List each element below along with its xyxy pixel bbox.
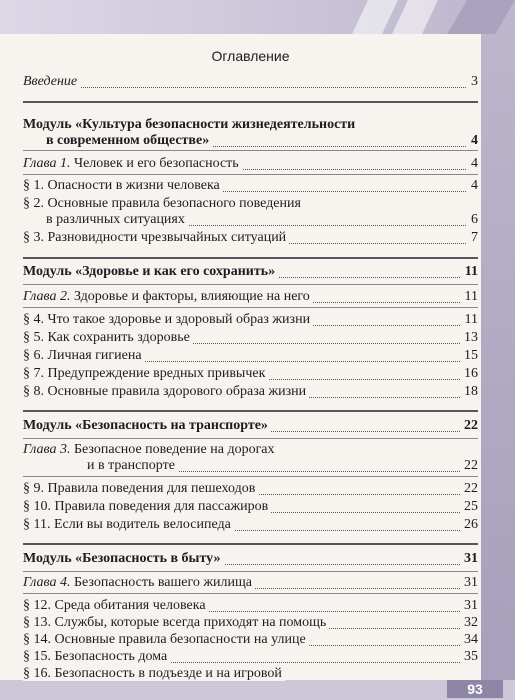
chapter-page: 4: [467, 156, 478, 172]
divider: [23, 257, 478, 259]
divider: [23, 174, 478, 175]
toc-module-2[interactable]: Модуль «Здоровье и как его сохранить» 11: [23, 264, 478, 279]
toc-chapter-1[interactable]: [23, 156, 478, 172]
entry-page: 3: [467, 74, 478, 90]
module-title-line1: Модуль «Культура безопасности жизнедеятельности: [23, 117, 358, 132]
divider: [23, 543, 478, 545]
divider: [23, 438, 478, 439]
toc-section-11[interactable]: § 11. Если вы водитель велосипеда 26: [23, 517, 478, 532]
divider: [23, 593, 478, 594]
chapter-title: Человек и его безопасность: [73, 156, 239, 171]
toc-section-6[interactable]: § 6. Личная гигиена 15: [23, 348, 478, 363]
toc-module-1-line2[interactable]: [23, 133, 478, 149]
toc-chapter-2[interactable]: Глава 2. Здоровье и факторы, влияющие на него 11: [23, 289, 478, 304]
toc-section-13[interactable]: § 13. Службы, которые всегда приходят на помощь 32: [23, 615, 478, 630]
divider: [23, 307, 478, 308]
entry-label: Введение: [23, 74, 80, 89]
toc-module-3[interactable]: Модуль «Безопасность на транспорте» 22: [23, 418, 478, 433]
toc-section-14[interactable]: § 14. Основные правила безопасности на улице 34: [23, 632, 478, 647]
toc-chapter-3[interactable]: Глава 3. Безопасное поведение на дорогах: [23, 442, 478, 458]
toc-chapter-4[interactable]: Глава 4. Безопасность вашего жилища 31: [23, 575, 478, 590]
toc-section-2-line2[interactable]: в различных ситуациях 6: [23, 212, 478, 228]
toc-section-10[interactable]: § 10. Правила поведения для пассажиров 25: [23, 499, 478, 514]
toc-section-8[interactable]: § 8. Основные правила здорового образа жизни 18: [23, 384, 478, 399]
toc-section-5[interactable]: § 5. Как сохранить здоровье 13: [23, 330, 478, 345]
toc-section-4[interactable]: § 4. Что такое здоровье и здоровый образ жизни 11: [23, 312, 478, 327]
divider: [23, 284, 478, 285]
divider: [23, 101, 478, 103]
divider: [23, 410, 478, 412]
toc-section-1[interactable]: § 1. Опасности в жизни человека 4: [23, 178, 478, 193]
module-title-line2: в современном обществе»: [23, 133, 212, 148]
toc-section-2[interactable]: § 2. Основные правила безопасного поведения: [23, 196, 478, 212]
toc-module-1[interactable]: [23, 117, 478, 133]
page-number: 93: [447, 680, 503, 698]
module-page: 4: [467, 133, 478, 149]
divider: [23, 150, 478, 151]
toc-section-7[interactable]: § 7. Предупреждение вредных привычек 16: [23, 366, 478, 381]
top-decorative-stripe: [0, 0, 515, 34]
chapter-lead: Глава 1.: [23, 156, 71, 171]
toc-section-3[interactable]: § 3. Разновидности чрезвычайных ситуаций 7: [23, 230, 478, 245]
toc-module-4[interactable]: Модуль «Безопасность в быту» 31: [23, 551, 478, 566]
side-decorative-tab: [481, 0, 515, 700]
toc-chapter-3-line2[interactable]: и в транспорте 22: [23, 458, 478, 474]
toc-heading: Оглавление: [211, 48, 290, 64]
bottom-decorative-bar: [0, 680, 515, 700]
toc-section-16[interactable]: § 16. Безопасность в подъезде и на игровой: [23, 666, 478, 682]
toc-section-12[interactable]: § 12. Среда обитания человека 31: [23, 598, 478, 613]
divider: [23, 571, 478, 572]
toc-section-9[interactable]: § 9. Правила поведения для пешеходов 22: [23, 481, 478, 496]
toc-section-15[interactable]: § 15. Безопасность дома 35: [23, 649, 478, 664]
toc-entry-intro[interactable]: [23, 74, 478, 90]
divider: [23, 476, 478, 477]
